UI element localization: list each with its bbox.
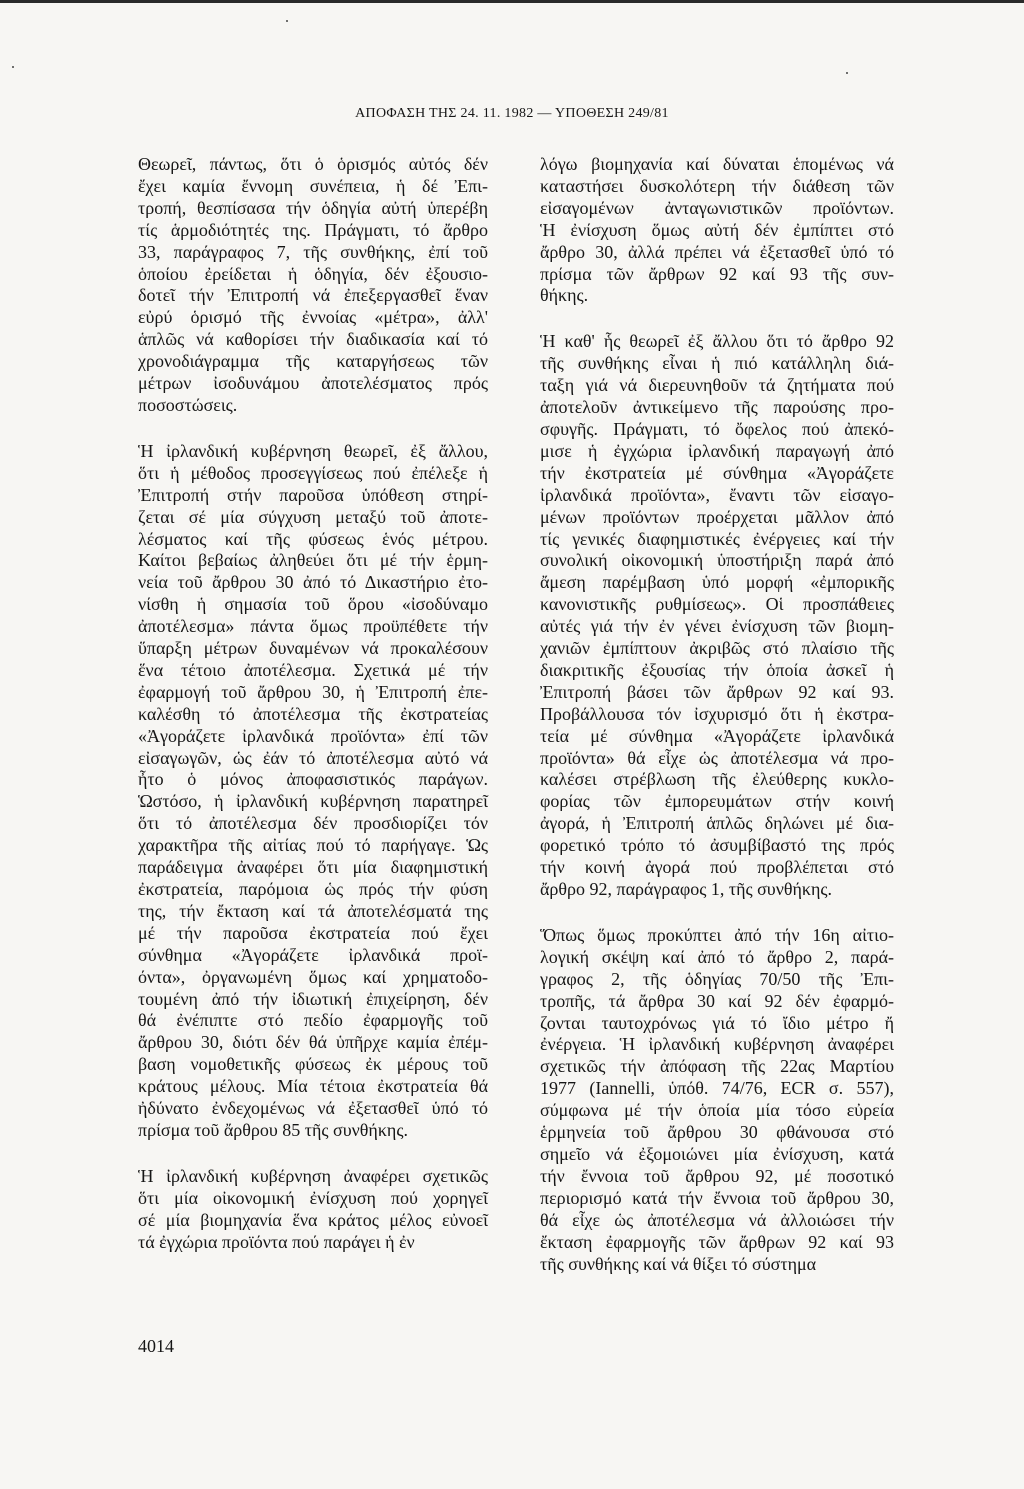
text-line: καλέσθη τό ἀποτέλεσμα τῆς ἐκστρατείας <box>138 703 488 724</box>
paragraph <box>540 154 894 307</box>
text-line: Ἡ καθ' ἧς θεωρεῖ ἐξ ἄλλου ὅτι τό ἄρθρο 92 <box>540 331 894 352</box>
text-line: της, τήν ἔκταση καί τά ἀποτελέσματά της <box>138 900 488 921</box>
text-line: εὐρύ ὁρισμό τῆς ἐννοίας «μέτρα», ἀλλ' <box>138 307 488 328</box>
text-line: 1977 (Iannelli, ὑπόθ. 74/76, ECR σ. 557), <box>540 1078 894 1099</box>
text-line: ὁποίου ἐρείδεται ἡ ὁδηγία, δέν ἐξουσιο- <box>138 263 488 284</box>
text-line: ἄρθρο 92, παράγραφος 1, τῆς συνθήκης. <box>540 879 833 899</box>
text-line: αὐτές γιά τήν ἐν γένει ἐνίσχυση τῶν βιομη- <box>540 616 894 637</box>
paragraph <box>540 331 894 901</box>
text-line: ἐφαρμογή τοῦ ἄρθρου 30, ἡ Ἐπιτροπή ἐπε- <box>138 681 488 702</box>
text-line: σύμφωνα μέ τήν ὁποία μία τόσο εὐρεία <box>540 1100 894 1121</box>
text-line: κράτους μέλους. Μία τέτοια ἐκστρατεία θά <box>138 1076 488 1097</box>
text-line: καταστήσει δυσκολότερη τήν διάθεση τῶν <box>540 175 894 196</box>
paragraph <box>138 441 488 1142</box>
text-line: τεία μέ σύνθημα «Ἀγοράζετε ἰρλανδικά <box>540 725 894 746</box>
text-line: τήν κοινή ἀγορά πού προβλέπεται στό <box>540 857 894 878</box>
text-line: σύνθημα «Ἀγοράζετε ἰρλανδικά προϊ- <box>138 944 488 965</box>
text-line: μέ τήν παροῦσα ἐκστρατεία πού ἔχει <box>138 922 488 943</box>
text-line: εἰσαγωγῶν, ὡς ἐάν τό ἀποτέλεσμα αὐτό νά <box>138 747 488 768</box>
text-line: μένων προϊόντων προέρχεται μᾶλλον ἀπό <box>540 506 894 527</box>
text-line: χρονοδιάγραμμα τῆς καταργήσεως τῶν <box>138 351 488 372</box>
text-line: συνολική οἰκονομική ὑποστήριξη παρά ἀπό <box>540 550 894 571</box>
text-line: μισε ἡ ἐγχώρια ἰρλανδική παραγωγή ἀπό <box>540 440 894 461</box>
text-line: νεία τοῦ ἄρθρου 30 ἀπό τό Δικαστήριο ἐτο- <box>138 572 488 593</box>
text-line: σημεῖο νά ἐξομοιώνει μία ἐνίσχυση, κατά <box>540 1143 894 1164</box>
text-line: Καίτοι βεβαίως ἀληθεύει ὅτι μέ τήν ἑρμη- <box>138 550 488 571</box>
text-line: ποσοστώσεις. <box>138 394 238 415</box>
text-line: ἄρθρο 30, ἀλλά πρέπει νά ἐξετασθεῖ ὑπό τό <box>540 241 894 262</box>
text-line: Ἐπιτροπή στήν παροῦσα ὑπόθεση στηρί- <box>138 484 488 505</box>
text-line: χανιῶν ἐμπίπτουν ἀκριβῶς στό πλαίσιο τῆς <box>540 638 894 659</box>
text-line: ἦτο ὁ μόνος ἀποφασιστικός παράγων. <box>138 769 488 790</box>
text-line: τίς ἁρμοδιότητές της. Πράγματι, τό ἄρθρο <box>138 219 488 240</box>
text-line: τουμένη ἀπό τήν ἰδιωτική ἐπιχείρηση, δέν <box>138 988 488 1009</box>
scan-speck <box>286 20 288 22</box>
text-line: ἀγορά, ἡ Ἐπιτροπή ἁπλῶς δηλώνει μέ δια- <box>540 813 894 834</box>
text-line: θήκης. <box>540 285 589 306</box>
text-line: τροπή, θεσπίσασα τήν ὁδηγία αὐτή ὑπερέβη <box>138 197 488 218</box>
text-line: λογική σκέψη καί ἀπό τό ἄρθρο 2, παρά- <box>540 946 894 967</box>
text-line: ἑρμηνεία τοῦ ἄρθρου 30 φθάνουσα στό <box>540 1122 894 1143</box>
text-line: Ἡ ἰρλανδική κυβέρνηση θεωρεῖ, ἐξ ἄλλου, <box>138 440 488 461</box>
text-line: φορετικό τρόπο τό ἀσυμβίβαστό της πρός <box>540 835 894 856</box>
left-column <box>138 154 488 1278</box>
text-line: τίς γενικές διαφημιστικές ἐνέργειες καί τήν <box>540 528 894 549</box>
text-line: τήν ἐκστρατεία μέ σύνθημα «Ἀγοράζετε <box>540 462 894 483</box>
text-line: περιορισμό κατά τήν ἔννοια τοῦ ἄρθρου 30, <box>540 1187 894 1208</box>
page-number: 4014 <box>138 1336 174 1356</box>
text-line: σφυγῆς. Πράγματι, τό ὄφελος πού ἀπεκό- <box>540 418 894 439</box>
scan-speck <box>12 66 14 68</box>
top-edge-rule <box>0 0 1024 3</box>
text-line: σέ μία βιομηχανία ἕνα κράτος μέλος εὐνοεῖ <box>138 1209 488 1230</box>
text-line: ἄμεση παρέμβαση ὑπό μορφή «ἐμπορικῆς <box>540 572 894 593</box>
text-line: ζονται ταυτοχρόνως γιά τό ἴδιο μέτρο ἤ <box>540 1012 894 1033</box>
text-line: ἀποτελοῦν ἀντικείμενο τῆς παρούσης προ- <box>540 397 894 418</box>
text-line: ἐνέργεια. Ἡ ἰρλανδική κυβέρνηση ἀναφέρει <box>540 1034 894 1055</box>
text-line: θά ἐνέπιπτε στό πεδίο ἐφαρμογῆς τοῦ <box>138 1010 488 1031</box>
text-line: χαρακτῆρα τῆς αἰτίας πού τό παρήγαγε. Ὡς <box>138 835 488 856</box>
text-line: θά εἶχε ὡς ἀποτέλεσμα νά ἀλλοιώσει τήν <box>540 1209 894 1230</box>
text-line: Ἡ ἐνίσχυση ὅμως αὐτή δέν ἐμπίπτει στό <box>540 219 894 240</box>
text-line: σχετικῶς τήν ἀπόφαση τῆς 22ας Μαρτίου <box>540 1056 894 1077</box>
text-line: ἀποτέλεσμα» πάντα ὅμως προϋπέθετε τήν <box>138 616 488 637</box>
text-line: τά ἐγχώρια προϊόντα πού παράγει ἡ ἐν <box>138 1231 415 1252</box>
right-column <box>540 154 894 1299</box>
text-line: ὅτι μία οἰκονομική ἐνίσχυση πού χορηγεῖ <box>138 1187 488 1208</box>
text-line: παράδειγμα ἀναφέρει ὅτι μία διαφημιστική <box>138 857 488 878</box>
text-line: ἕνα τέτοιο ἀποτέλεσμα. Σχετικά μέ τήν <box>138 659 488 680</box>
text-line: ἔκταση ἐφαρμογῆς τῶν ἄρθρων 92 καί 93 <box>540 1231 894 1252</box>
text-line: λέσματος καί τῆς φύσεως ἑνός μέτρου. <box>138 528 488 549</box>
text-line: πρίσμα τοῦ ἄρθρου 85 τῆς συνθήκης. <box>138 1119 408 1140</box>
text-line: ὕπαρξη μέτρων δυναμένων νά προκαλέσουν <box>138 638 488 659</box>
text-line: μέτρων ἰσοδυνάμου ἀποτελέσματος πρός <box>138 373 488 394</box>
paragraph <box>540 925 894 1276</box>
text-line: κανονιστικῆς ρυθμίσεως». Οἱ προσπάθειες <box>540 594 894 615</box>
text-line: ἐκστρατεία, παρόμοια ὡς πρός τήν φύση <box>138 879 488 899</box>
text-line: ἔχει καμία ἔννομη συνέπεια, ἡ δέ Ἐπι- <box>138 175 488 196</box>
text-line: λόγω βιομηχανία καί δύναται ἑπομένως νά <box>540 154 894 174</box>
text-line: ὅτι ἡ μέθοδος προσεγγίσεως πού ἐπέλεξε ἡ <box>138 462 488 483</box>
text-line: ἄρθρου 30, διότι δέν θά ὑπῆρχε καμία ἐπέμ- <box>138 1032 488 1053</box>
text-line: τήν ἔννοια τοῦ ἄρθρου 92, μέ ποσοτικό <box>540 1165 894 1186</box>
text-line: «Ἀγοράζετε ἰρλανδικά προϊόντα» ἐπί τῶν <box>138 725 488 746</box>
text-line: Θεωρεῖ, πάντως, ὅτι ὁ ὁρισμός αὐτός δέν <box>138 154 488 174</box>
text-line: ἠδύνατο ἐνδεχομένως νά ἐξετασθεῖ ὑπό τό <box>138 1098 488 1119</box>
text-line: πρίσμα τῶν ἄρθρων 92 καί 93 τῆς συν- <box>540 263 894 284</box>
text-line: όντα», ὀργανωμένη ὅμως καί χρηματοδο- <box>138 966 488 987</box>
text-line: προϊόντα» θά εἶχε ὡς ἀποτέλεσμα νά προ- <box>540 747 894 768</box>
text-line: διακριτικῆς ἐξουσίας τήν ὁποία ἀσκεῖ ἡ <box>540 659 894 680</box>
text-line: δοτεῖ τήν Ἐπιτροπή νά ἐπεξεργασθεῖ ἕναν <box>138 285 488 306</box>
text-line: Προβάλλουσα τόν ἰσχυρισμό ὅτι ἡ ἐκστρα- <box>540 703 894 724</box>
text-line: Ὅπως ὅμως προκύπτει ἀπό τήν 16η αἰτιο- <box>540 924 894 945</box>
text-line: Ἐπιτροπή βάσει τῶν ἄρθρων 92 καί 93. <box>540 681 894 702</box>
text-line: ἰρλανδικά προϊόντα», ἔναντι τῶν εἰσαγο- <box>540 484 894 505</box>
text-line: καλέσει στρέβλωση τῆς ἐλεύθερης κυκλο- <box>540 769 894 790</box>
text-line: βαση νομοθετικῆς φύσεως ἐκ μέρους τοῦ <box>138 1054 488 1075</box>
scan-speck <box>846 72 848 74</box>
text-line: ταξη γιά νά διερευνηθοῦν τά ζητήματα πού <box>540 375 894 396</box>
text-line: φορίας τῶν ἐμπορευμάτων στήν κοινή <box>540 791 894 812</box>
text-line: ἁπλῶς νά καθορίσει τήν διαδικασία καί τό <box>138 329 488 350</box>
text-line: τροπῆς, τά ἄρθρα 30 καί 92 δέν ἐφαρμό- <box>540 990 894 1011</box>
text-line: ζεται σέ μία σύγχυση μεταξύ τοῦ ἀποτε- <box>138 506 488 527</box>
text-line: 33, παράγραφος 7, τῆς συνθήκης, ἐπί τοῦ <box>138 241 488 262</box>
text-line: ὅτι τό ἀποτέλεσμα δέν προσδιορίζει τόν <box>138 813 488 834</box>
paragraph <box>138 154 488 417</box>
text-line: τῆς συνθήκης καί νά θίξει τό σύστημα <box>540 1253 817 1274</box>
text-line: νίσθη ἡ σημασία τοῦ ὅρου «ἰσοδύναμο <box>138 594 488 615</box>
running-header: ΑΠΟΦΑΣΗ ΤΗΣ 24. 11. 1982 — ΥΠΟΘΕΣΗ 249/81 <box>355 106 669 121</box>
text-line: εἰσαγομένων ἀνταγωνιστικῶν προϊόντων. <box>540 197 894 218</box>
paragraph <box>138 1166 488 1254</box>
text-line: Ὡστόσο, ἡ ἰρλανδική κυβέρνηση παρατηρεῖ <box>138 791 488 812</box>
text-line: γραφος 2, τῆς ὁδηγίας 70/50 τῆς Ἐπι- <box>540 968 894 989</box>
text-line: Ἡ ἰρλανδική κυβέρνηση ἀναφέρει σχετικῶς <box>138 1165 488 1186</box>
text-line: τῆς συνθήκης εἶναι ἡ πιό κατάλληλη διά- <box>540 353 894 374</box>
